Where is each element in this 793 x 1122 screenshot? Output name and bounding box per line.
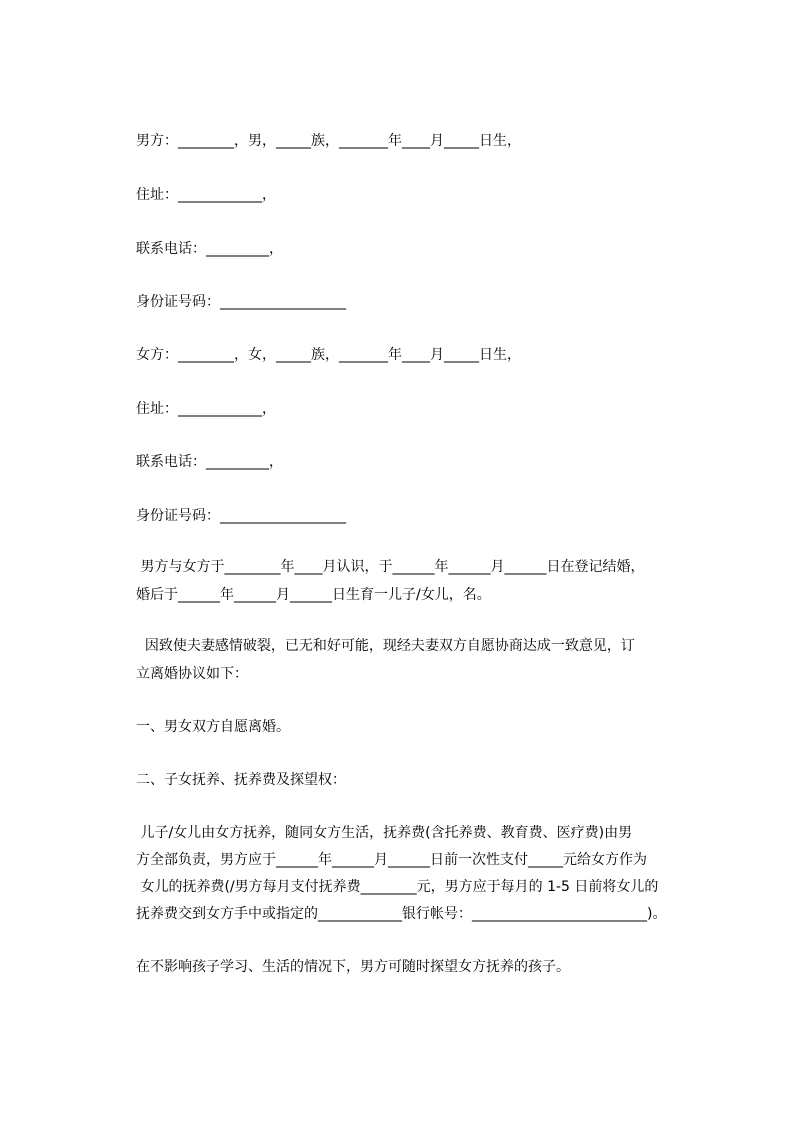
male-id-number: 身份证号码：__________________ — [136, 294, 346, 310]
custody-paragraph-line-1: 儿子/女儿由女方抚养，随同女方生活，抚养费(含托养费、教育费、医疗费)由男 — [136, 825, 633, 841]
reason-paragraph-line-2: 立离婚协议如下： — [136, 666, 248, 682]
clause-one: 一、男女双方自愿离婚。 — [136, 719, 290, 735]
female-party-info: 女方：________，女，_____族，_______年____月_____日生， — [136, 347, 521, 363]
marriage-paragraph-line-1: 男方与女方于________年____月认识，于______年______月______日在登记结婚， — [136, 559, 645, 575]
male-address: 住址：____________， — [136, 187, 276, 203]
visitation-paragraph: 在不影响孩子学习、生活的情况下，男方可随时探望女方抚养的孩子。 — [136, 959, 570, 975]
male-party-info: 男方：________，男，_____族，_______年____月_____日生， — [136, 133, 521, 149]
marriage-paragraph-line-2: 婚后于______年______月______日生育一儿子/女儿，名。 — [136, 587, 491, 603]
female-address: 住址：____________， — [136, 401, 276, 417]
custody-paragraph-line-4: 抚养费交到女方手中或指定的____________银行帐号：_________________________)。 — [136, 906, 667, 922]
custody-paragraph-line-3: 女儿的抚养费(/男方每月支付抚养费________元，男方应于每月的 1-5 日前将女儿的 — [136, 879, 659, 895]
clause-two-heading: 二、子女抚养、抚养费及探望权： — [136, 772, 346, 788]
female-phone: 联系电话：_________， — [136, 454, 283, 470]
reason-paragraph-line-1: 因致使夫妻感情破裂，已无和好可能，现经夫妻双方自愿协商达成一致意见，订 — [136, 638, 635, 654]
male-phone: 联系电话：_________， — [136, 241, 283, 257]
custody-paragraph-line-2: 方全部负责，男方应于______年______月______日前一次性支付_____元给女方作为 — [136, 852, 647, 868]
female-id-number: 身份证号码：__________________ — [136, 508, 346, 524]
